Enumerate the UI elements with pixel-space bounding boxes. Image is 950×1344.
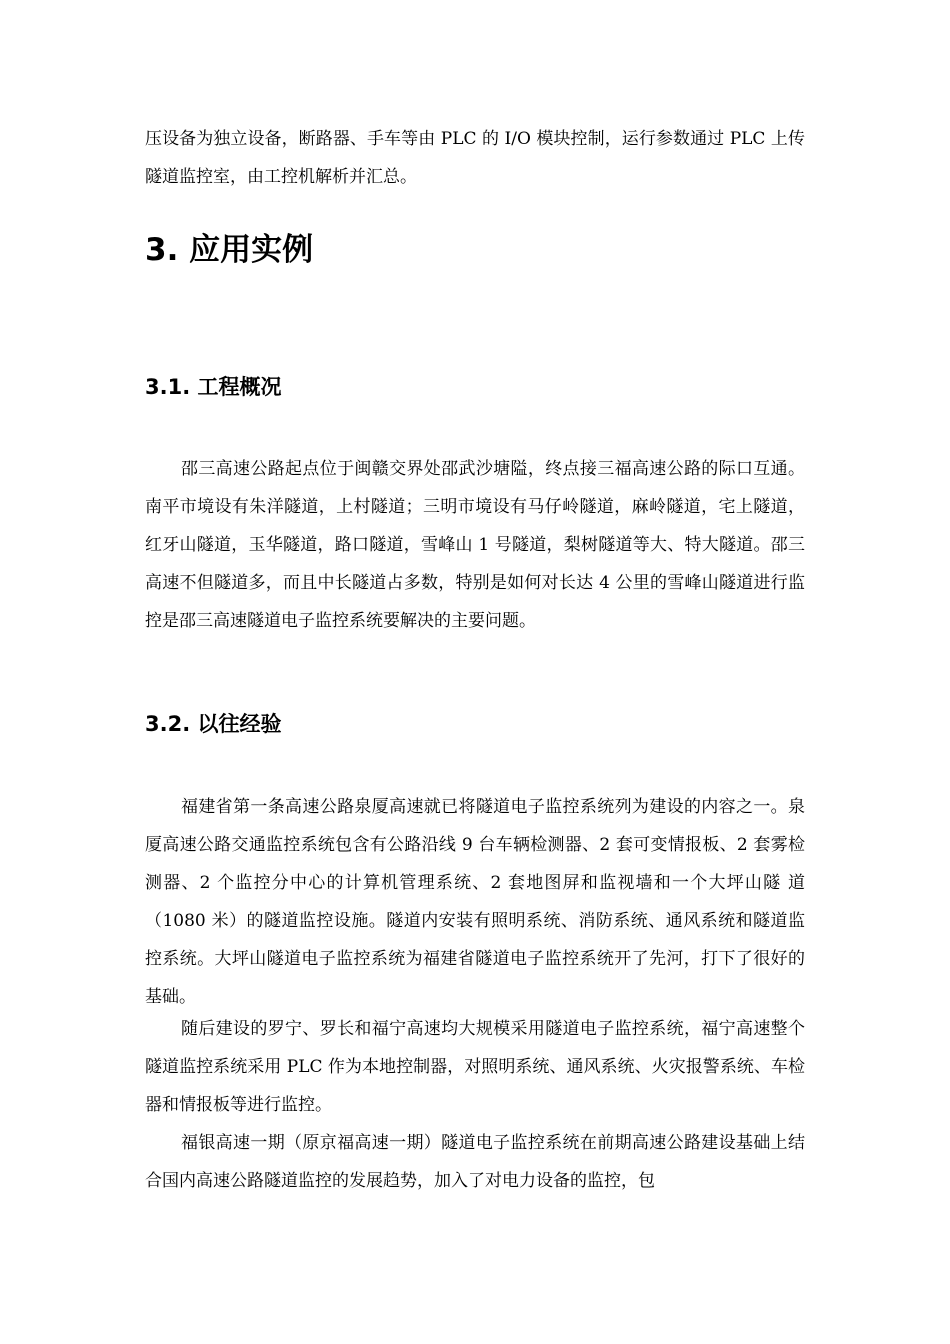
section-3-2-heading: 3.2. 以往经验 — [145, 712, 282, 736]
intro-paragraph: 压设备为独立设备，断路器、手车等由 PLC 的 I/O 模块控制，运行参数通过 PLC 上传隧道监控室，由工控机解析并汇总。 — [145, 129, 805, 187]
section-3-2-paragraph-3: 福银高速一期（原京福高速一期）隧道电子监控系统在前期高速公路建设基础上结合国内高速公路隧道监控的发展趋势，加入了对电力设备的监控，包 — [145, 1133, 805, 1191]
section-3-heading: 3. 应用实例 — [145, 232, 314, 268]
section-3-1-heading: 3.1. 工程概况 — [145, 375, 282, 399]
section-3-2-paragraph-2: 随后建设的罗宁、罗长和福宁高速均大规模采用隧道电子监控系统，福宁高速整个隧道监控系统采用 PLC 作为本地控制器，对照明系统、通风系统、火灾报警系统、车检器和情报板等进行监控。 — [145, 1019, 805, 1115]
section-3-1-paragraph: 邵三高速公路起点位于闽赣交界处邵武沙塘隘，终点接三福高速公路的际口互通。南平市境设有朱洋隧道，上村隧道；三明市境设有马仔岭隧道，麻岭隧道，宅上隧道，红牙山隧道，玉华隧道，路口隧道，雪峰山 1 号隧道，梨树隧道等大、特大隧道。邵三高速不但隧道多，而且中长隧道占多数，特别是如何对长达 4 公里的雪峰山隧道进行监控是邵三高速隧道电子监控系统要解决的主要问题。 — [145, 459, 805, 631]
section-3-2-paragraph-1: 福建省第一条高速公路泉厦高速就已将隧道电子监控系统列为建设的内容之一。泉厦高速公路交通监控系统包含有公路沿线 9 台车辆检测器、2 套可变情报板、2 套雾检测器、2 个监控分中心的计算机管理系统、2 套地图屏和监视墙和一个大坪山隧 道（1080 米）的隧道监控设施。隧道内安装有照明系统、消防系统、通风系统和隧道监控系统。大坪山隧道电子监控系统为福建省隧道电子监控系统开了先河，打下了很好的基础。 — [145, 797, 805, 1007]
